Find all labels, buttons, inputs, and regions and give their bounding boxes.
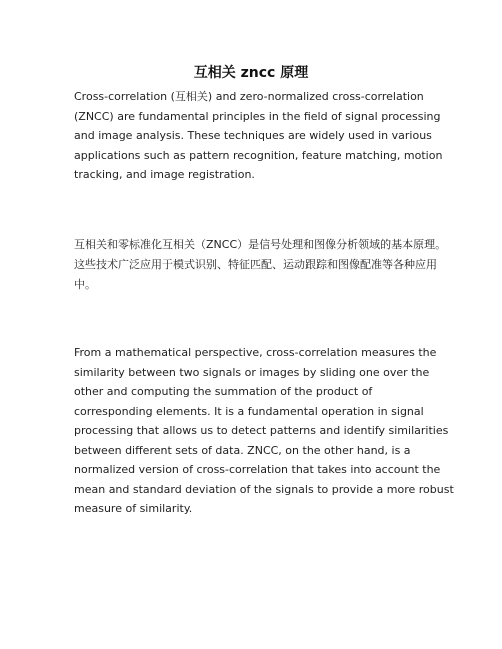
text-line: corresponding elements. It is a fundamental operation in signal <box>74 404 424 418</box>
text-line: Cross-correlation (互相关) and zero-normalized cross-correlation <box>74 90 424 103</box>
text-line: 中。 <box>74 278 96 291</box>
text-line: From a mathematical perspective, cross-correlation measures the <box>74 346 437 359</box>
text-line: 这些技术广泛应用于模式识别、特征匹配、运动跟踪和图像配准等各种应用 <box>74 258 437 271</box>
text-line: measure of similarity. <box>74 502 193 515</box>
text-line: (ZNCC) are fundamental principles in the field of signal processing <box>74 109 441 123</box>
text-line: and image analysis. These techniques are widely used in various <box>74 129 432 142</box>
text-line: mean and standard deviation of the signals to provide a more robust <box>74 482 454 496</box>
text-line: processing that allows us to detect patterns and identify similarities <box>74 424 449 437</box>
paragraph-math-perspective <box>74 343 454 519</box>
document-title: 互相关 zncc 原理 <box>193 65 309 81</box>
text-line: 互相关和零标准化互相关（ZNCC）是信号处理和图像分析领域的基本原理。 <box>74 238 447 251</box>
text-line: other and computing the summation of the product of <box>74 385 373 398</box>
text-line: tracking, and image registration. <box>74 168 255 181</box>
text-line: normalized version of cross-correlation that takes into account the <box>74 463 441 476</box>
paragraph-chinese-intro <box>74 235 446 295</box>
text-line: applications such as pattern recognition, feature matching, motion <box>74 148 443 162</box>
paragraph-english-intro <box>74 87 446 185</box>
text-line: similarity between two signals or images by sliding one over the <box>74 365 430 379</box>
text-line: between different sets of data. ZNCC, on the other hand, is a <box>74 443 411 457</box>
